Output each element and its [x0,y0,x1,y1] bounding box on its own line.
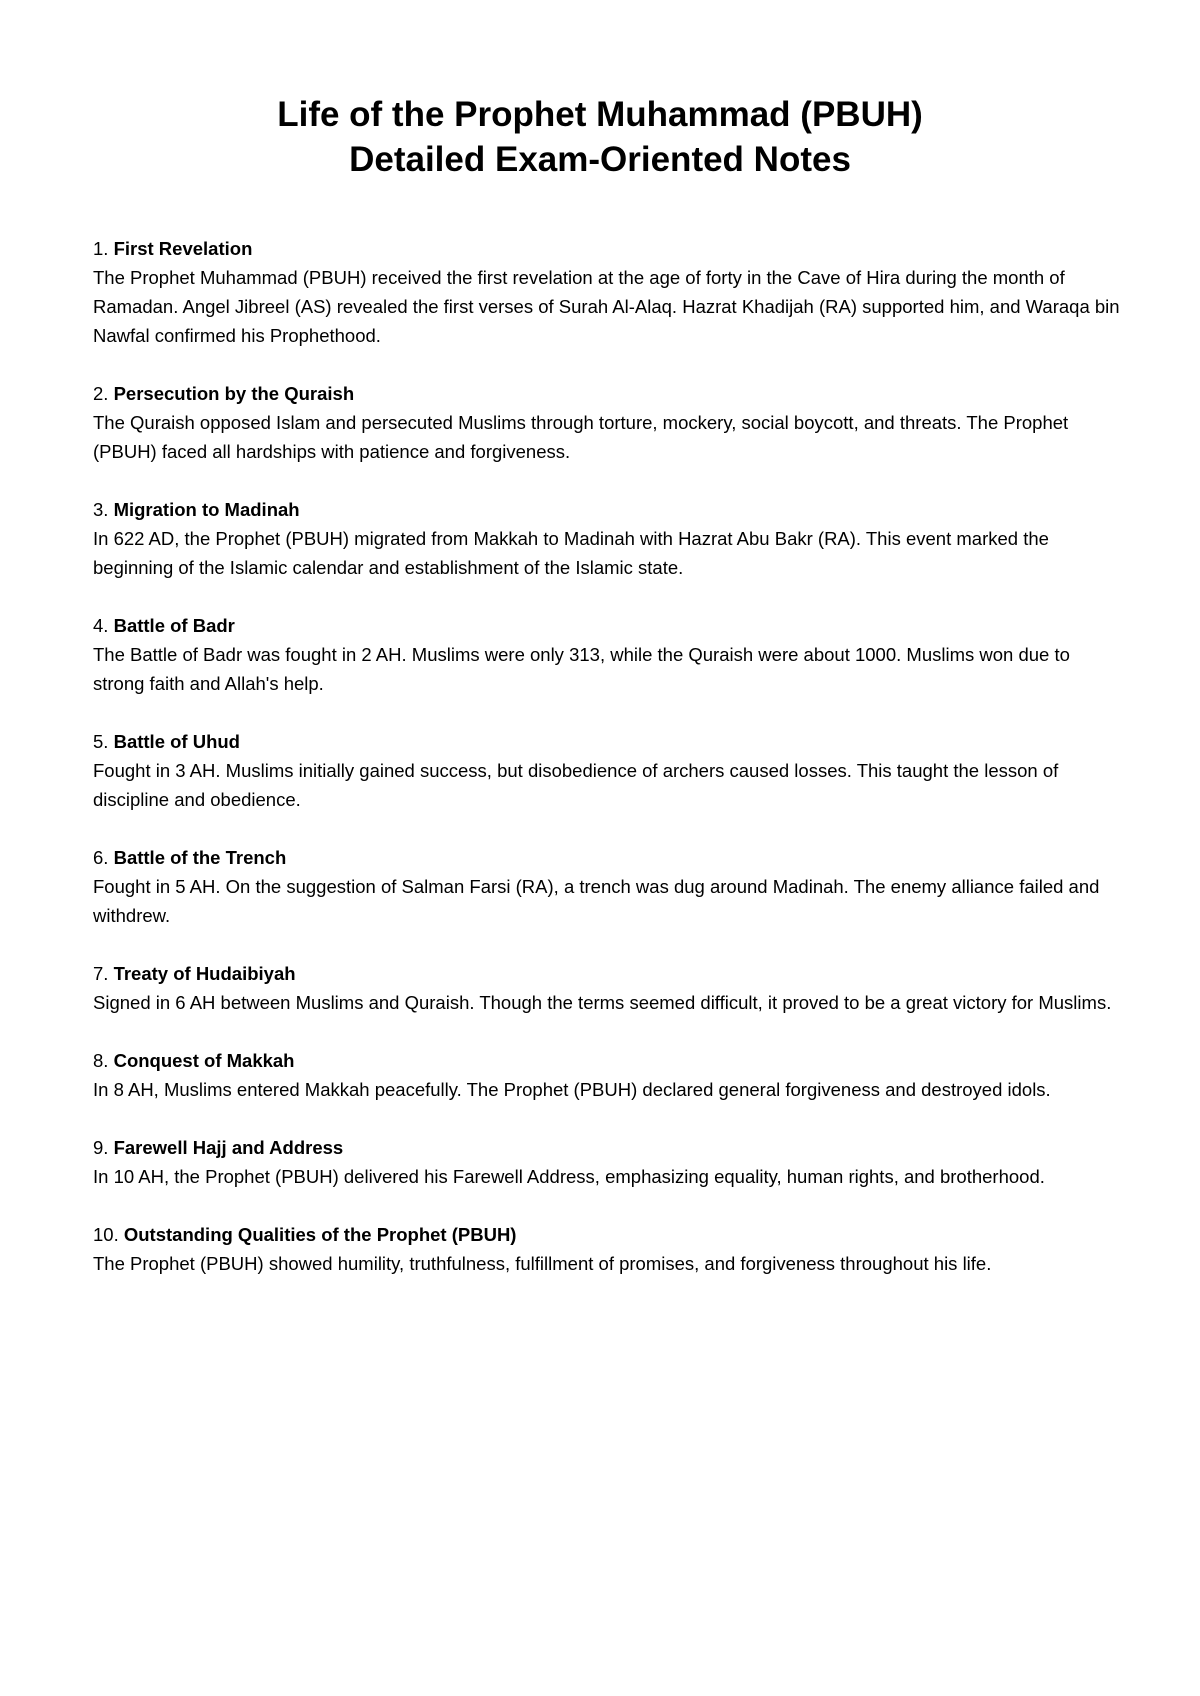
section-heading [93,379,1123,408]
section-body: The Battle of Badr was fought in 2 AH. Muslims were only 313, while the Quraish were about 1000. Muslims won due to strong faith and Allah's help. [93,644,1070,694]
section [93,234,1123,350]
section [93,1220,1123,1278]
section-number: 7. [93,963,109,984]
section-body: Signed in 6 AH between Muslims and Quraish. Though the terms seemed difficult, it proved to be a great victory for Muslims. [93,992,1112,1013]
section [93,495,1123,582]
section-heading [93,843,1123,872]
section-body: In 622 AD, the Prophet (PBUH) migrated from Makkah to Madinah with Hazrat Abu Bakr (RA). This event marked the beginning of the Islamic calendar and establishment of the Islamic state. [93,528,1049,578]
section-heading [93,1133,1123,1162]
section [93,959,1123,1017]
section-body: In 10 AH, the Prophet (PBUH) delivered his Farewell Address, emphasizing equality, human rights, and brotherhood. [93,1166,1045,1187]
section-heading [93,611,1123,640]
section-number: 2. [93,383,109,404]
section-body: The Prophet Muhammad (PBUH) received the first revelation at the age of forty in the Cave of Hira during the month of Ramadan. Angel Jibreel (AS) revealed the first verses of Surah Al-Alaq. Hazrat Khadijah (RA) supported him, and Waraqa bin Nawfal confirmed his Prophethood. [93,267,1120,346]
section-body: Fought in 3 AH. Muslims initially gained success, but disobedience of archers caused losses. This taught the lesson of discipline and obedience. [93,760,1059,810]
section-heading [93,959,1123,988]
section-title: Battle of Badr [113,615,235,636]
title-line-2: Detailed Exam-Oriented Notes [349,140,851,179]
section [93,611,1123,698]
title-line-1: Life of the Prophet Muhammad (PBUH) [277,95,923,134]
document-title [0,92,1200,182]
section [93,1133,1123,1191]
section [93,727,1123,814]
section-heading [93,727,1123,756]
section-number: 3. [93,499,109,520]
section-title: First Revelation [113,238,253,259]
section-number: 6. [93,847,109,868]
section-number: 5. [93,731,109,752]
section-heading [93,495,1123,524]
section-heading [93,234,1123,263]
section-heading [93,1046,1123,1075]
section-body: Fought in 5 AH. On the suggestion of Salman Farsi (RA), a trench was dug around Madinah. The enemy alliance failed and withdrew. [93,876,1100,926]
section-title: Farewell Hajj and Address [113,1137,344,1158]
section-title: Conquest of Makkah [113,1050,295,1071]
section-title: Migration to Madinah [113,499,300,520]
section-number: 1. [93,238,109,259]
section-body: In 8 AH, Muslims entered Makkah peacefully. The Prophet (PBUH) declared general forgiveness and destroyed idols. [93,1079,1051,1100]
section-title: Persecution by the Quraish [113,383,355,404]
section-title: Treaty of Hudaibiyah [113,963,296,984]
section-number: 10. [93,1224,119,1245]
section-body: The Prophet (PBUH) showed humility, truthfulness, fulfillment of promises, and forgiveness throughout his life. [93,1253,992,1274]
section [93,1046,1123,1104]
section-heading [93,1220,1123,1249]
section-number: 4. [93,615,109,636]
section-number: 9. [93,1137,109,1158]
notes-sections [93,234,1123,1307]
section-title: Outstanding Qualities of the Prophet (PBUH) [123,1224,517,1245]
section-body: The Quraish opposed Islam and persecuted Muslims through torture, mockery, social boycott, and threats. The Prophet (PBUH) faced all hardships with patience and forgiveness. [93,412,1069,462]
section-title: Battle of Uhud [113,731,240,752]
section-title: Battle of the Trench [113,847,287,868]
section [93,843,1123,930]
section-number: 8. [93,1050,109,1071]
section [93,379,1123,466]
